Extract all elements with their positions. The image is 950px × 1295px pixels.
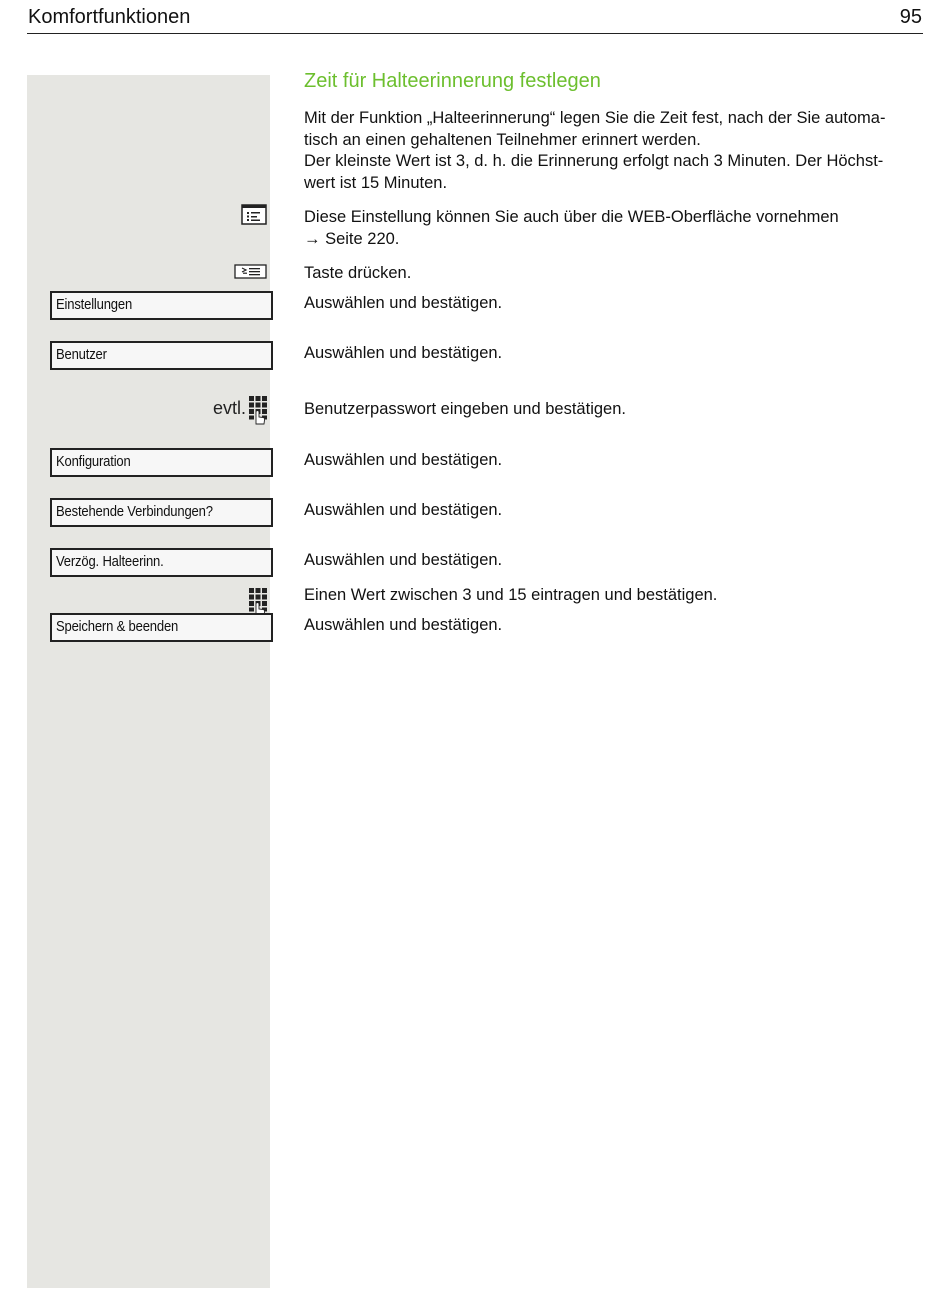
step-select-6: Auswählen und bestätigen. <box>304 616 503 634</box>
menu-item-bestehende-verbindungen[interactable] <box>50 498 273 527</box>
page-header-title: Komfortfunktionen <box>28 6 191 28</box>
step-select-5: Auswählen und bestätigen. <box>304 551 503 569</box>
web-hint-line-2[interactable]: → Seite 220. <box>304 229 400 248</box>
intro-line-4: wert ist 15 Minuten. <box>304 173 448 192</box>
page-number: 95 <box>899 6 922 28</box>
menu-key-icon <box>234 264 267 284</box>
sidebar-panel <box>27 75 270 1288</box>
step-select-2: Auswählen und bestätigen. <box>304 344 503 362</box>
web-hint-line-1: Diese Einstellung können Sie auch über die WEB-Oberfläche vornehmen <box>304 208 839 226</box>
menu-item-label: Einstellungen <box>56 297 133 313</box>
menu-item-speichern-beenden[interactable] <box>50 613 273 642</box>
keypad-icon <box>248 395 268 430</box>
press-key-text: Taste drücken. <box>304 264 412 282</box>
menu-item-halteerinnerung[interactable] <box>50 548 273 577</box>
intro-line-1: Mit der Funktion „Halteerinnerung“ legen Sie die Zeit fest, nach der Sie automa- <box>304 109 886 127</box>
step-select-1: Auswählen und bestätigen. <box>304 294 503 312</box>
menu-item-label: Verzög. Halteerinn. <box>56 554 164 570</box>
enter-value-text: Einen Wert zwischen 3 und 15 eintragen und bestätigen. <box>304 586 718 604</box>
menu-item-label: Benutzer <box>56 347 107 363</box>
header-divider <box>27 33 923 34</box>
intro-line-3: Der kleinste Wert ist 3, d. h. die Erinnerung erfolgt nach 3 Minuten. Der Höchst- <box>304 152 884 170</box>
menu-item-einstellungen[interactable] <box>50 291 273 320</box>
step-select-4: Auswählen und bestätigen. <box>304 501 503 519</box>
step-select-3: Auswählen und bestätigen. <box>304 451 503 469</box>
web-interface-icon <box>241 204 267 230</box>
menu-item-label: Konfiguration <box>56 454 131 470</box>
menu-item-benutzer[interactable] <box>50 341 273 370</box>
menu-item-label: Speichern & beenden <box>56 619 179 635</box>
menu-item-label: Bestehende Verbindungen? <box>56 504 213 520</box>
intro-line-2: tisch an einen gehaltenen Teilnehmer erinnert werden. <box>304 130 701 149</box>
section-heading: Zeit für Halteerinnerung festlegen <box>304 70 601 92</box>
password-step-text: Benutzerpasswort eingeben und bestätigen. <box>304 400 626 418</box>
optional-label: evtl. <box>213 398 247 418</box>
menu-item-konfiguration[interactable] <box>50 448 273 477</box>
